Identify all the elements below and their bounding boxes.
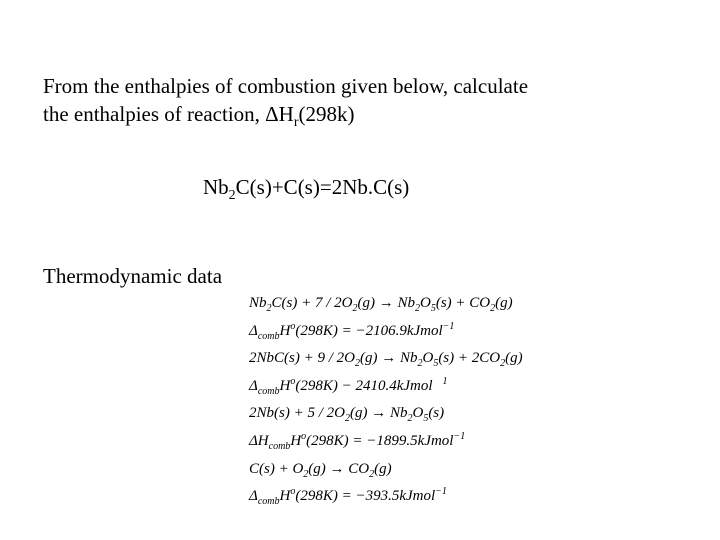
delta-symbol: ΔH: [249, 432, 269, 449]
eq-text: (g): [505, 350, 523, 367]
problem-statement: [43, 72, 683, 128]
enthalpy-value: (298K) = −1899.5kJmol: [306, 432, 454, 449]
eq-text: (s): [428, 405, 445, 422]
target-reaction-a-sub: 2: [228, 188, 236, 203]
eq-sub: 2: [500, 358, 506, 370]
standard-sup: o: [290, 320, 296, 332]
eq-text: Nb: [249, 295, 267, 311]
eq-text: C(s) + 7 / 2O: [271, 295, 353, 311]
problem-line-2-sub: r: [293, 115, 299, 130]
equation-row: [249, 345, 523, 373]
standard-sup: o: [301, 430, 307, 442]
eq-text: (s) + CO: [435, 295, 491, 311]
equation-list: [249, 290, 523, 511]
eq-sub: 2: [266, 303, 272, 314]
problem-line-2-prefix: the enthalpies of reaction, ΔH: [43, 102, 294, 126]
enthalpy-row: [249, 318, 523, 346]
eq-text: O: [419, 295, 431, 311]
eq-sub: 2: [303, 468, 309, 480]
equation-row: [249, 400, 523, 428]
eq-sub: 2: [352, 303, 358, 314]
target-reaction-a: Nb: [203, 175, 229, 199]
target-reaction-b: C(s)+C(s)=2Nb.C(s): [235, 175, 410, 199]
eq-text: O: [422, 350, 434, 367]
unit-exponent: −1: [453, 430, 466, 442]
enthalpy-symbol: H: [279, 488, 291, 505]
eq-text: (s) + 2CO: [438, 350, 501, 367]
delta-symbol: Δ: [249, 322, 258, 339]
comb-sub: comb: [257, 496, 280, 508]
eq-text: C(s) + O: [249, 460, 304, 477]
enthalpy-value: (298K) = −393.5kJmol: [295, 488, 436, 505]
eq-sub: 2: [369, 468, 375, 480]
enthalpy-value: (298K) − 2410.4kJmol: [295, 377, 433, 394]
eq-text: (g) → Nb: [349, 405, 408, 422]
thermodynamic-data-heading: Thermodynamic data: [43, 264, 223, 288]
eq-text: (g) → Nb: [357, 295, 415, 311]
delta-symbol: Δ: [249, 377, 258, 394]
eq-text: 2NbC(s) + 9 / 2O: [249, 350, 355, 367]
eq-sub: 2: [490, 303, 496, 314]
eq-text: (g): [374, 460, 392, 477]
enthalpy-row: [249, 373, 523, 401]
eq-text: O: [412, 405, 424, 422]
enthalpy-symbol: H: [279, 322, 291, 339]
eq-text: (g) → CO: [308, 460, 370, 477]
standard-sup: o: [290, 486, 296, 498]
comb-sub: comb: [257, 385, 280, 397]
enthalpy-row: [249, 483, 523, 511]
problem-line-1: From the enthalpies of combustion given below, calculate: [43, 74, 529, 98]
eq-text: 2Nb(s) + 5 / 2O: [249, 405, 345, 422]
enthalpy-value: (298K) = −2106.9kJmol: [295, 322, 443, 339]
standard-sup: o: [290, 375, 296, 387]
equation-row: [249, 456, 523, 484]
unit-exponent: 1: [442, 375, 448, 387]
eq-text: (g) → Nb: [359, 350, 418, 367]
enthalpy-row: [249, 428, 523, 456]
comb-sub: comb: [257, 330, 280, 342]
eq-sub: 5: [430, 303, 436, 314]
problem-line-2: [43, 100, 683, 128]
enthalpy-symbol: H: [290, 432, 302, 449]
unit-exponent: −1: [435, 486, 447, 498]
eq-sub: 2: [417, 358, 423, 370]
eq-sub: 2: [344, 413, 350, 425]
eq-sub: 2: [414, 303, 420, 314]
eq-text: (g): [495, 295, 513, 311]
eq-sub: 5: [433, 358, 439, 370]
eq-sub: 2: [354, 358, 360, 370]
target-reaction: [203, 175, 410, 203]
eq-sub: 5: [423, 413, 429, 425]
comb-sub: comb: [268, 440, 291, 452]
unit-exponent: −1: [442, 320, 455, 332]
equation-row: [249, 290, 523, 318]
enthalpy-symbol: H: [279, 377, 291, 394]
eq-sub: 2: [407, 413, 413, 425]
delta-symbol: Δ: [249, 488, 258, 505]
problem-line-2-suffix: (298k): [298, 102, 355, 126]
